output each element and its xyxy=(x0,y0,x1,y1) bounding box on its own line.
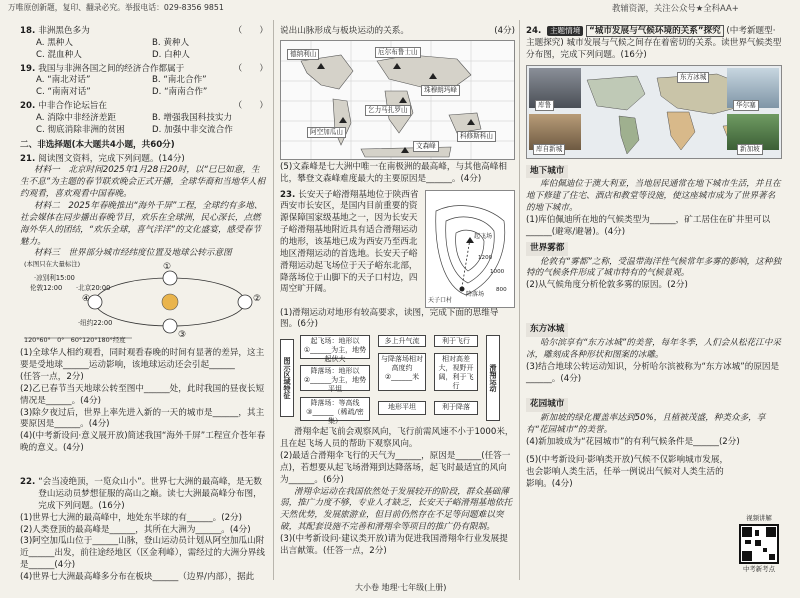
question-24: 24. 主题情境 “城市发展与气候环境的关系”探究 (中考新题型·主题探究) 城市发展与气候之间存在着密切的关系。读世界气候类型分布图，完成下列问题。(16分) 库鲁 华尔塞 库自新城 新加坡 东方冰城 地下城市 库伯佩迪位于澳大利亚，当地居民通常在地下城市生活，并且在地下修建了住宅、酒店和教堂等设施，使这座城市成为了世界著名的地下城市。 (1)库伯佩迪所在地的气候类型为______，矿工居住在矿井里可以______(避寒/避暑)。(4分) 世界雾都 伦敦有“雾都”之称，受温带海洋性气候常年多雾的影响，这种独特的气候条件形成了城市特有的气候景观。 (2)从气候角度分析伦敦多雾的原因。(2分) 东方冰城 哈尔滨享有“东方冰城”的美誉，每年冬季，人们会从松花江中采冰，雕刻成各种形状和图案的冰雕。 (3)结合地球公转运动知识，分析哈尔滨被称为“东方冰城”的原因是______。(4分) 花园城市 新加坡的绿化覆盖率达到50%，且植被茂盛，种类众多，享有“花园城市”的美誉。 (4)新加坡成为“花园城市”的有利气候条件是______(2分) (5)(中考新设问·影响类开放)气候不仅影响城市发展，也会影响人类生活，任举一例说出气候对人类生活的影响。(4分) xyxy=(526,26,782,489)
q22-part-4: (4)世界七大洲最高峰多分布在板块______（边界/内部），据此 xyxy=(20,571,255,582)
q19-opt-b: B. “南北合作” xyxy=(152,75,207,86)
q23-text: 长安天子峪滑翔基地位于陕西省西安市长安区，是国内目前重要的资源保障国家级基地之一，因为长安天子峪滑翔基地附近具有适合滑翔运动的地形，该基地已成为西安乃至西北地区滑翔运动的首选地。长安天子峪滑翔运动起飞场位于天子峪东北部，降落场位于山脚下的天子口村边，四周空旷开阔。 xyxy=(280,189,419,295)
q24-title: “城市发展与气候环境的关系”探究 xyxy=(586,25,724,37)
q23-part-3: (3)(中考新设问·建议类开放)请为促进我国滑翔伞行业发展提出言献策。(任答一点，2分) xyxy=(280,534,508,556)
sun-icon xyxy=(162,294,178,310)
takeoff-triangle-icon xyxy=(466,237,474,243)
column-right xyxy=(526,26,782,574)
q19-stem: 我国与非洲各国之间的经济合作都属于 xyxy=(38,63,185,74)
earth-icon xyxy=(238,295,252,309)
q22-part-1: (1)世界七大洲的最高峰中，地处东半球的有______。(2分) xyxy=(20,512,243,523)
climate-map: 库鲁 华尔塞 库自新城 新加坡 东方冰城 xyxy=(526,65,782,159)
q23-text-2: 滑翔伞起飞前会观察风向，飞行前需风速不小于1000米，且在起飞场人员的帮助下观察风向。 xyxy=(280,427,514,450)
q24-part-2: (2)从气候角度分析伦敦多雾的原因。(2分) xyxy=(526,280,688,291)
intro-text: 说出山脉形成与板块运动的关系。 xyxy=(280,26,409,36)
column-divider xyxy=(273,20,274,580)
material-1: 材料一 北京时间2025年1月28日20时，以“巳巳如意，生生不息”为主题的春节联欢晚会正式开播，全球华裔和当地华人相约观看，喜欢观看中国春晚。 xyxy=(20,165,266,200)
q22-part-5: (5)文森峰是七大洲中唯一在南极洲的最高峰，与其他高峰相比，攀登文森峰难度最大的主要原因是______。(4分) xyxy=(280,161,508,184)
header-right: 教辅资源，关注公众号★全科AA+ xyxy=(612,3,739,13)
map-label-kosciuszko: 科修斯科山 xyxy=(457,131,496,142)
q20-opt-b: B. 增强我国科技实力 xyxy=(152,113,233,124)
q20-opt-d: D. 加强中非交流合作 xyxy=(152,124,233,135)
box-title-ice-city: 东方冰城 xyxy=(526,323,568,337)
q24-part-4: (4)新加坡成为“花园城市”的有利气候条件是______(2分) xyxy=(526,437,740,448)
map-label-denali: 德纳利山 xyxy=(287,49,319,60)
q23-part-1: (1)滑翔运动对地形有较高要求，读图，完成下面的思维导图。(6分) xyxy=(280,307,499,330)
landing-dot-icon xyxy=(460,286,465,291)
column-middle: 说出山脉形成与板块运动的关系。 (4分) 阿空加瓜山 珠穆朗玛峰 文森峰 乞力马扎罗山 厄尔布鲁士山 科修斯科山 德纳利山 (5)文森峰是七大洲中唯一在南极洲的最高峰，与其他高峰相比，攀登文森峰难度最大的主要原因是______。(4分) 23. 长安天子峪滑翔基地位于陕西省西安市长安区，是国内目前重要的资源保障国家级基地之一，因为长安天子峪滑翔基地附近具有适合滑翔运动的地形，该基地已成为西安乃至西北地区滑翔运动的首选地。长安天子峪滑翔运动起飞场位于天子峪东北部，降落场位于山脚下的天子口村边，四周空旷开阔。 起飞场 降落场 天子口村 1200 1000 800 (1)滑翔运动对地形有较高要求，读图，完成下面的思维导图。(6分) 图示区域特征 起飞场：地形以①______为主，地势起伏大 多上升气流 利于飞行 降落场：地形以②______为主，地势平坦 与降落场相对高度约②______米 相对高差大，视野开阔，利于飞行 滑翔运动 降落场：等高线③______（稀疏/密集） 地形平坦 利于降落 滑翔伞起飞前会观察风向，飞行前需风速不小于1000米，且在起飞场人员的帮助下观察风向。 (2)最适合滑翔伞飞行的天气为______，原因是______(任答一点)，若想要从起飞场滑翔到达降落场，起飞时最适宜的风向为______。(6分) 滑翔伞运动在我国依然处于发展较开的阶段，群众基础薄弱，推广力度不够，专业人才缺乏，长安天子峪滑翔基地依托天然优势，发展旅游业，但目前仍然存在不足等问题难以突破，其配套设施不完善和滑翔伞等项目的推广仍有限制。 (3)(中考新设问·建议类开放)请为促进我国滑翔伞行业发展提出言献策。(任答一点，2分) xyxy=(280,26,515,556)
header-left: 万唯原创新题，复印、翻录必究。举报电话：029-8356 9851 xyxy=(8,3,224,12)
earth-icon xyxy=(88,295,102,309)
mind-map: 图示区域特征 起飞场：地形以①______为主，地势起伏大 多上升气流 利于飞行 降落场：地形以②______为主，地势平坦 与降落场相对高度约②______米 相对高差大，视野开阔，利于飞行 滑翔运动 降落场：等高线③______（稀疏/密集） 地形平坦 利于降落 xyxy=(280,333,515,425)
map-label-elbrus: 厄尔布鲁士山 xyxy=(375,47,421,58)
q18-stem: 非洲黑色多为 xyxy=(38,26,90,36)
q23-text-3: 滑翔伞运动在我国依然处于发展较开的阶段，群众基础薄弱，推广力度不够，专业人才缺乏，长安天子峪滑翔基地依托天然优势，发展旅游业，但目前仍然存在不足等问题难以突破，其配套设施不完善和滑翔伞等项目的推广仍有限制。 xyxy=(280,486,513,533)
map-label-vinson: 文森峰 xyxy=(413,141,439,152)
q20-opt-a: A. 消除中非经济差距 xyxy=(36,113,116,124)
theme-tag: 主题情境 xyxy=(547,26,583,36)
map-label-everest: 珠穆朗玛峰 xyxy=(421,85,460,96)
world-peaks-map xyxy=(280,40,515,160)
question-23: 23. 长安天子峪滑翔基地位于陕西省西安市长安区，是国内目前重要的资源保障国家级基地之一，因为长安天子峪滑翔基地附近具有适合滑翔运动的地形，该基地已成为西安乃至西北地区滑翔运动的首选地。长安天子峪滑翔运动起飞场位于天子峪东北部，降落场位于山脚下的天子口村边，四周空旷开阔。 起飞场 降落场 天子口村 1200 1000 800 (1)滑翔运动对地形有较高要求，读图，完成下面的思维导图。(6分) 图示区域特征 起飞场：地形以①______为主，地势起伏大 多上升气流 利于飞行 降落场：地形以②______为主，地势平坦 与降落场相对高度约②______米 相对高差大，视野开阔，利于飞行 滑翔运动 降落场：等高线③______（稀疏/密集） 地形平坦 利于降落 滑翔伞起飞前会观察风向，飞行前需风速不小于1000米，且在起飞场人员的帮助下观察风向。 (2)最适合滑翔伞飞行的天气为______，原因是______(任答一点)，若想要从起飞场滑翔到达降落场，起飞时最适宜的风向为______。(6分) 滑翔伞运动在我国依然处于发展较开的阶段，群众基础薄弱，推广力度不够，专业人才缺乏，长安天子峪滑翔基地依托天然优势，发展旅游业，但目前仍然存在不足等问题难以突破，其配套设施不完善和滑翔伞等项目的推广仍有限制。 (3)(中考新设问·建议类开放)请为促进我国滑翔伞行业发展提出言献策。(任答一点，2分) xyxy=(280,189,514,556)
earth-icon xyxy=(163,319,177,333)
question-21: 21. 阅读图文资料，完成下列问题。(14分) 材料一 北京时间2025年1月28日20时，以“巳巳如意，生生不息”为主题的春节联欢晚会正式开播，全球华裔和当地华人相约观看，喜欢观看中国春晚。 材料二 2025年春晚推出“海外千屏”工程，全球约有多地、社会媒体在同步播出春晚节目，欢乐在全球洲，民心深长，点燃海外华人的团结，“欢乐全球，喜气洋洋”的文化盛宴，感受春节魅力。 材料三 世界部分城市经纬度位置及地球公转示意图 (本图只在大量标注) ·凉别利15:00 伦敦12:00 ·北京20:00 ·纽约22:00 ① ② ③ ④ 120°60° 0° 60°120°180°经度 (1)全球华人相约观看，同时观看春晚的时间有显著的差异，这主要是受地球______运动影响，该地球运动还会引起______ (任答一点，2分) (2)乙已春节当天地球公转至图中______处，此时我国的昼夜长短情况是______。(4分) (3)除夕夜过后，世界上率先进入新的一天的城市是______，其主要原因是______。(4分) (4)(中考新设问·意义展开放)简述我国“海外千屏”工程宣介苍年春晚的意义。(4分) xyxy=(20,154,268,475)
contour-map: 起飞场 降落场 天子口村 1200 1000 800 xyxy=(425,190,515,308)
q18-opt-a: A. 黑种人 xyxy=(36,37,73,48)
diagram-caption: (本图只在大量标注) xyxy=(24,260,81,269)
qr-code-icon xyxy=(739,524,779,564)
q18-opt-d: D. 白种人 xyxy=(152,49,190,60)
question-20: 20. 中非合作论坛旨在 （ ） A. 消除中非经济差距 B. 增强我国科技实力 C. 彻底消除非洲的贫困 D. 加强中非交流合作 xyxy=(20,101,268,135)
box-title-garden-city: 花园城市 xyxy=(526,398,568,412)
column-left xyxy=(20,26,268,582)
q21-part-2: (2)乙已春节当天地球公转至图中______处，此时我国的昼夜长短情况是______。(4分) xyxy=(20,383,265,406)
mind-map-side: 图示区域特征 xyxy=(280,339,294,417)
q24-stem: 城市发展与气候之间存在着密切的关系。读世界气候类型分布图，完成下列问题。(16分) xyxy=(526,37,782,60)
question-19: 19. 我国与非洲各国之间的经济合作都属于 （ ） A. “南北对话” B. “南北合作” C. “南南对话” D. “南南合作” xyxy=(20,63,268,98)
q22-part-3: (3)阿空加瓜山位于______山脉，登山运动员计划从阿空加瓜山附近______出发，前往途经地区（区金利峰），需经过的大洲分界线是______(4分) xyxy=(20,536,265,571)
question-22: 22. “会当凌绝顶，一览众山小”。世界七大洲的最高峰，是无数登山运动员梦想征服的高山之巅。读七大洲最高峰分布图，完成下列问题。(16分) (1)世界七大洲的最高峰中，地处东半球的有______。(2分) (2)人类登顶的最高峰是______，其所在大洲为______。(4分) (3)阿空加瓜山位于______山脉，登山运动员计划从阿空加瓜山附近______出发，前往途经地区（区金利峰），需经过的大洲分界线是______(4分) (4)世界七大洲最高峰多分布在板块______（边界/内部），据此 xyxy=(20,477,268,584)
q18-opt-c: C. 混血种人 xyxy=(36,49,82,60)
q24-part-3: (3)结合地球公转运动知识，分析哈尔滨被称为“东方冰城”的原因是______。(4分) xyxy=(526,361,780,384)
orbit-diagram: (本图只在大量标注) ·凉别利15:00 伦敦12:00 ·北京20:00 ·纽约22:00 ① ② ③ ④ 120°60° 0° 60°120°180°经度 xyxy=(20,262,268,346)
q20-stem: 中非合作论坛旨在 xyxy=(38,101,107,112)
material-3: 材料三 世界部分城市经纬度位置及地球公转示意图 xyxy=(34,248,232,259)
q24-part-1: (1)库伯佩迪所在地的气候类型为______，矿工居住在矿井里可以______(避寒/避暑)。(4分) xyxy=(526,215,771,237)
map-label-kilimanjaro: 乞力马扎罗山 xyxy=(365,105,411,116)
map-label-aconcagua: 阿空加瓜山 xyxy=(307,127,346,138)
q20-opt-c: C. 彻底消除非洲的贫困 xyxy=(36,124,125,135)
q19-opt-c: C. “南南对话” xyxy=(36,87,91,98)
q24-part-5: (5)(中考新设问·影响类开放)气候不仅影响城市发展，也会影响人类生活，任举一例说出气候对人类生活的影响。(4分) xyxy=(526,454,729,489)
material-2: 材料二 2025年春晚推出“海外千屏”工程，全球约有多地、社会媒体在同步播出春晚节目，欢乐在全球洲，民心深长，点燃海外华人的团结，“欢乐全球，喜气洋洋”的文化盛宴，感受春节魅力。 xyxy=(20,201,263,247)
q21-part-1: (1)全球华人相约观看，同时观看春晚的时间有显著的差异，这主要是受地球______运动影响，该地球运动还会引起______ xyxy=(20,348,265,371)
q21-part-3: (3)除夕夜过后，世界上率先进入新的一天的城市是______，其主要原因是______。(4分) xyxy=(20,407,265,430)
page-footer: 大小卷 地理·七年级(上册) xyxy=(355,583,447,592)
qr-block[interactable]: 视频讲解 中考新考点 xyxy=(736,514,782,574)
q19-opt-d: D. “南南合作” xyxy=(152,87,208,98)
q21-part-4: (4)(中考新设问·意义展开放)简述我国“海外千屏”工程宣介苍年春晚的意义。(4分) xyxy=(20,431,266,454)
box-title-fog: 世界雾都 xyxy=(526,242,568,256)
q18-opt-b: B. 黄种人 xyxy=(152,37,190,48)
q22-part-2: (2)人类登顶的最高峰是______，其所在大洲为______。(4分) xyxy=(20,524,251,535)
section-title: 二、非选择题(本大题共4小题，共60分) xyxy=(20,139,175,150)
column-divider xyxy=(519,20,520,580)
q19-opt-a: A. “南北对话” xyxy=(36,75,91,86)
q23-part-2: (2)最适合滑翔伞飞行的天气为______，原因是______(任答一点)，若想要从起飞场滑翔到达降落场，起飞时最适宜的风向为______。(6分) xyxy=(280,451,511,485)
box-title-underground: 地下城市 xyxy=(526,165,568,179)
question-18: 18. 非洲黑色多为 （ ） A. 黑种人 B. 黄种人 C. 混血种人 D. 白种人 xyxy=(20,26,268,60)
